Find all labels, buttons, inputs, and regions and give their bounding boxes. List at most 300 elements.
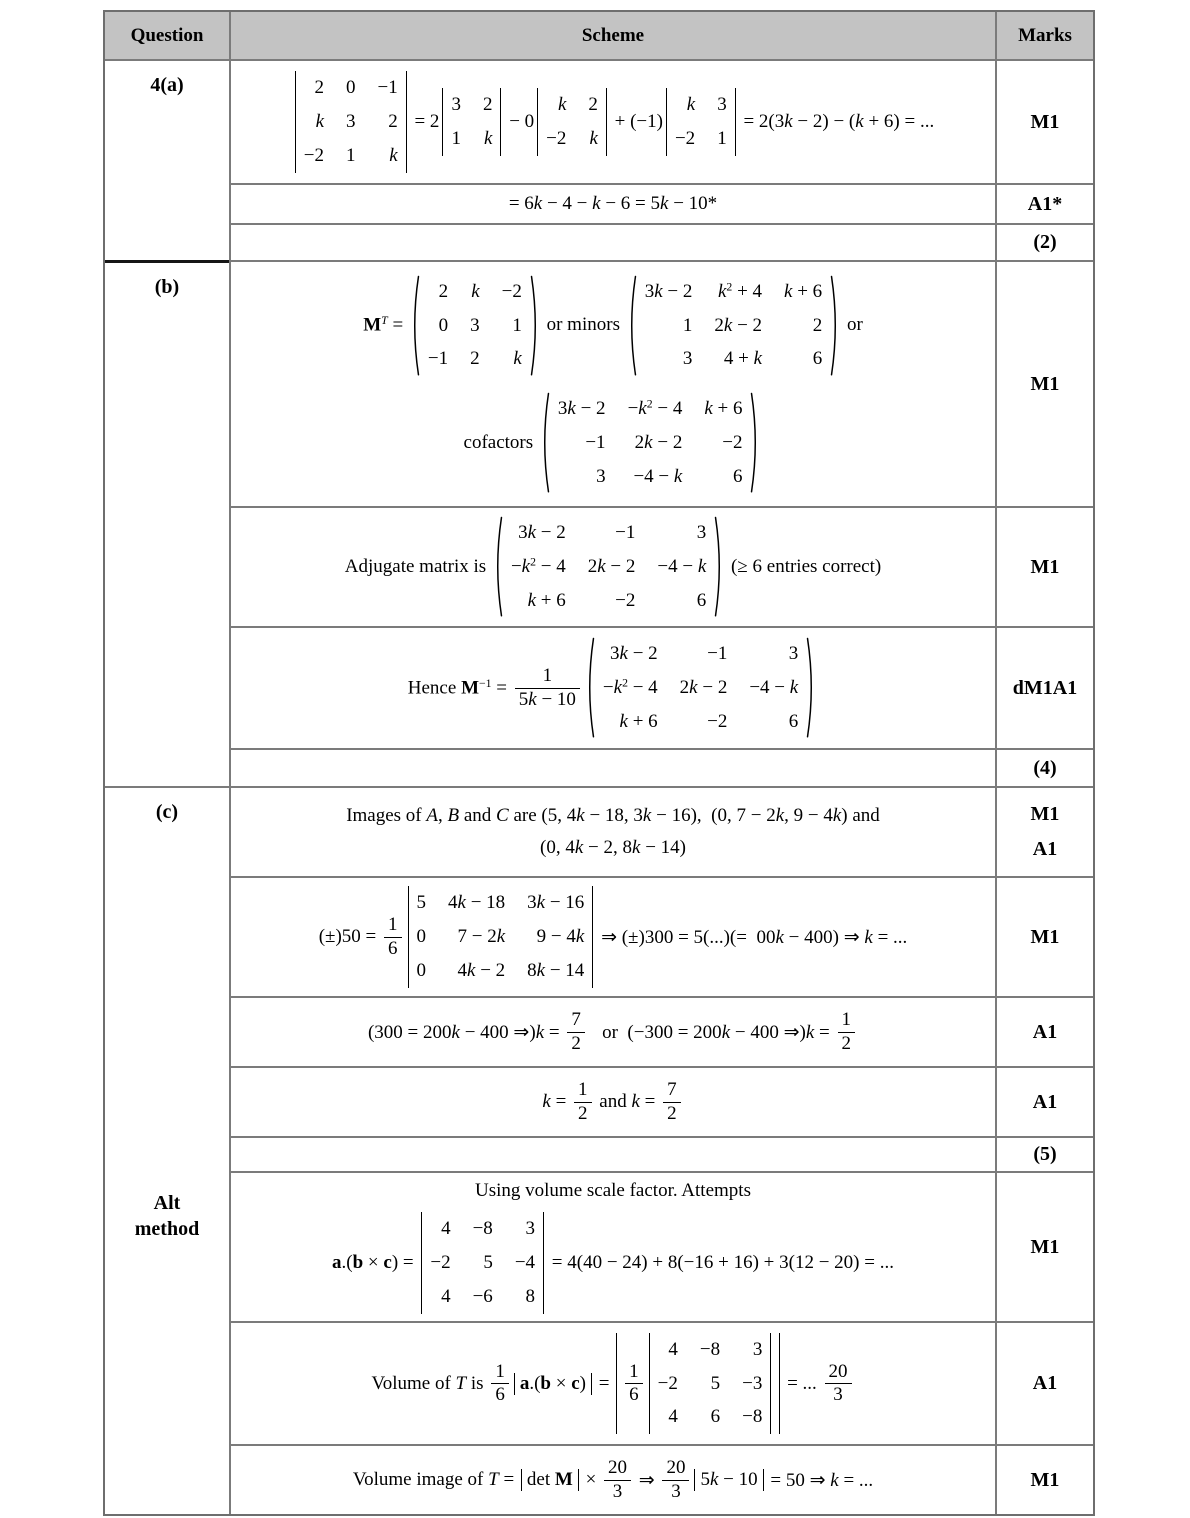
question-cell — [105, 59, 229, 260]
matrix-cell — [511, 555, 566, 579]
text: − 2 — [475, 959, 506, 981]
scheme-cell — [229, 876, 995, 996]
text: 1 — [542, 665, 553, 687]
italic-text: k — [527, 522, 536, 544]
text-run — [594, 1373, 614, 1395]
text: × — [580, 1469, 602, 1490]
text: 6 — [710, 1406, 721, 1428]
italic-text: k — [536, 892, 546, 914]
text: 6 — [696, 589, 707, 611]
matrix-cell — [527, 891, 584, 915]
italic-text: k — [723, 314, 733, 336]
bold-text: b — [540, 1372, 551, 1394]
italic-text: k — [832, 805, 842, 826]
text: 2 — [646, 397, 653, 411]
text: 4 — [441, 1285, 451, 1307]
text: − 10* — [668, 193, 718, 214]
scheme-cell — [229, 996, 995, 1066]
text: + (−1) — [609, 111, 663, 132]
fraction — [491, 1361, 509, 1407]
matrix-cell — [789, 710, 799, 734]
italic-text: k — [471, 280, 480, 302]
math-line — [464, 392, 763, 493]
text: 8 — [527, 959, 537, 981]
matrix-cell — [680, 676, 728, 700]
text-run — [475, 1180, 751, 1202]
paren-left-icon — [541, 392, 550, 493]
text: 1 — [578, 1079, 588, 1101]
mark-label: (5) — [1033, 1143, 1057, 1165]
fraction-denominator — [625, 1384, 643, 1406]
matrix-cell — [458, 959, 506, 983]
math-line — [319, 886, 908, 987]
italic-text: T — [455, 1372, 467, 1394]
italic-text: k — [689, 677, 698, 699]
text-run — [527, 1469, 573, 1491]
math-line — [345, 516, 881, 617]
matrix-cell — [430, 1251, 450, 1275]
math-line — [509, 193, 717, 215]
matrix-body — [667, 88, 735, 156]
text: 6 — [732, 465, 743, 487]
text: = — [593, 1372, 615, 1394]
matrix-cell — [615, 521, 635, 545]
text: 3 — [833, 1384, 843, 1405]
matrix — [541, 392, 760, 493]
bold-text: M — [554, 1469, 573, 1490]
determinant — [442, 88, 501, 156]
text: 2 — [634, 431, 645, 453]
text-run — [726, 556, 881, 578]
matrix-cell — [628, 397, 683, 421]
text-run — [547, 1252, 894, 1274]
bold-text: c — [383, 1252, 392, 1273]
matrix-cell — [515, 1251, 535, 1275]
matrix-cell — [388, 110, 398, 134]
text: 3 — [470, 314, 480, 336]
determinant — [666, 88, 736, 156]
paren-left-icon — [586, 637, 595, 738]
fraction-numerator — [574, 1079, 592, 1102]
fraction-numerator — [838, 1009, 856, 1032]
fraction-denominator — [662, 1481, 689, 1503]
italic-text: k — [528, 688, 537, 710]
det-bar-icon — [406, 71, 407, 172]
matrix-cell — [658, 1372, 678, 1396]
text: − 2 — [697, 677, 728, 699]
marks-cell — [995, 1321, 1093, 1444]
italic-text: k — [654, 280, 663, 302]
italic-text: B — [447, 805, 460, 826]
italic-text: k — [589, 128, 598, 149]
matrix-cell — [417, 925, 427, 949]
matrix-body — [550, 392, 751, 493]
mark-label: A1 — [1032, 1090, 1058, 1113]
matrix-cell — [717, 93, 727, 117]
italic-text: k — [527, 589, 536, 611]
text: ) = — [391, 1252, 419, 1273]
text: 5 — [710, 1372, 721, 1394]
fraction-numerator — [662, 1457, 689, 1480]
paren-right-icon — [714, 516, 723, 617]
text: −4 — [514, 1252, 536, 1274]
matrix-cell — [473, 1285, 493, 1309]
text: + 6 — [627, 710, 658, 732]
marks-cell — [995, 59, 1093, 183]
text: − — [602, 677, 614, 699]
text: 5 — [483, 1252, 493, 1274]
text: −2 — [722, 431, 743, 453]
math-line — [475, 1180, 751, 1202]
abs-value-group — [514, 1373, 592, 1395]
matrix-cell — [687, 93, 695, 117]
matrix-cell — [471, 280, 479, 304]
question-label: (b) — [154, 276, 180, 298]
math-line — [346, 805, 880, 827]
abs-value-content — [695, 1469, 762, 1491]
matrix-cell — [451, 127, 461, 151]
matrix-cell — [657, 555, 706, 579]
mark-label: M1 — [1030, 803, 1060, 825]
det-bar-icon — [770, 1333, 771, 1434]
text-run — [581, 1469, 601, 1491]
scheme-cell — [229, 1066, 995, 1136]
text: 4 — [448, 892, 458, 914]
text: − 2) − ( — [792, 111, 856, 132]
text: or (−300 = 200 — [587, 1021, 722, 1043]
italic-text: k — [644, 431, 653, 453]
math-line — [540, 837, 686, 859]
fraction — [662, 1457, 689, 1503]
text: − 400 ⇒) — [730, 1021, 806, 1043]
text: = — [498, 1469, 519, 1490]
italic-text: k — [536, 959, 546, 981]
text: Volume image of — [352, 1469, 489, 1490]
text: cofactors — [463, 431, 538, 453]
italic-text: k — [864, 926, 873, 948]
text: 9 − 4 — [536, 926, 576, 948]
text: 2 — [438, 280, 449, 302]
italic-text: k — [686, 94, 696, 116]
paren-right-icon — [750, 392, 759, 493]
italic-text: k — [631, 1091, 640, 1112]
math-line — [363, 275, 863, 376]
text: 4 + — [723, 348, 754, 370]
matrix-cell — [603, 676, 658, 700]
italic-text: k — [805, 1021, 815, 1043]
fraction — [625, 1361, 643, 1407]
text: −2 — [303, 144, 324, 166]
matrix-cell — [635, 431, 683, 455]
math-line — [368, 1009, 858, 1055]
matrix-cell — [526, 1217, 536, 1241]
question-label: (c) — [155, 801, 179, 823]
italic-text: k — [660, 193, 669, 214]
text: 6 — [788, 710, 799, 732]
text: or minors — [541, 314, 625, 336]
text: −1 — [615, 522, 636, 544]
italic-text: k — [775, 926, 784, 948]
text-run — [363, 314, 408, 336]
text: = 2 — [409, 111, 440, 132]
text: −2 — [657, 1372, 678, 1394]
text: = 2(3 — [738, 111, 785, 132]
text: = — [387, 314, 408, 336]
mark-label: A1 — [1032, 1020, 1058, 1043]
matrix-cell — [668, 1338, 678, 1362]
text: .( — [341, 1252, 353, 1273]
text: − 4 — [652, 398, 683, 419]
text: 2 — [841, 1032, 851, 1054]
fraction-numerator — [625, 1361, 643, 1384]
matrix-cell — [558, 93, 566, 117]
text-run — [766, 1469, 874, 1492]
text: −4 − — [633, 465, 674, 487]
italic-text: k — [521, 556, 531, 578]
matrix-cell — [589, 127, 597, 151]
italic-text: k — [784, 280, 793, 302]
italic-text: k — [597, 556, 606, 578]
marks-cell — [995, 1136, 1093, 1171]
matrix-cell — [596, 465, 606, 489]
text: 6 — [629, 1384, 639, 1405]
text-run — [504, 111, 534, 133]
matrix-cell — [518, 521, 566, 545]
fraction — [838, 1009, 856, 1055]
matrix-cell — [451, 93, 461, 117]
text-run — [634, 1469, 659, 1492]
math-line — [292, 71, 934, 172]
matrix-cell — [615, 589, 635, 613]
text: − 18, 3 — [584, 805, 643, 826]
matrix-cell — [724, 347, 762, 371]
abs-value-content — [522, 1469, 578, 1491]
matrix-cell — [528, 589, 566, 613]
abs-bar-icon — [591, 1373, 592, 1395]
marks-cell — [995, 1444, 1093, 1514]
italic-text: k — [642, 805, 652, 826]
scheme-cell — [229, 748, 995, 786]
text: 2 — [314, 77, 324, 99]
text: 3 — [644, 280, 655, 302]
text-run — [319, 926, 381, 948]
matrix-cell — [346, 144, 356, 168]
matrix — [494, 516, 723, 617]
abs-value-content — [515, 1373, 591, 1395]
bold-text: a — [519, 1372, 530, 1394]
italic-text: k — [789, 677, 799, 699]
matrix-cell — [813, 314, 823, 338]
matrix-cell — [683, 347, 693, 371]
text: 3 — [696, 522, 707, 544]
matrix-cell — [700, 1338, 720, 1362]
italic-text: k — [592, 193, 601, 214]
mark-label: A1* — [1027, 192, 1063, 215]
fraction — [384, 914, 402, 960]
italic-text: k — [619, 710, 628, 732]
matrix-cell — [813, 347, 823, 371]
italic-text: k — [775, 805, 785, 826]
matrix-cell — [633, 465, 682, 489]
text: − 2, 8 — [583, 837, 632, 858]
text: 3 — [610, 643, 620, 665]
mark-label: (2) — [1033, 231, 1057, 253]
text: − 2 — [732, 314, 763, 336]
italic-text: k — [784, 111, 793, 132]
fraction-numerator — [515, 665, 580, 688]
bold-text: a — [332, 1252, 342, 1273]
text: −2 — [501, 280, 522, 302]
text: 1 — [717, 128, 727, 149]
abs-value-group — [694, 1469, 763, 1491]
header-cell-question: Question — [105, 12, 229, 59]
mark-scheme-table — [103, 10, 1095, 1516]
text: 3 — [527, 892, 537, 914]
text: −2 — [615, 589, 636, 611]
text: 20 — [828, 1360, 848, 1382]
text: × — [363, 1252, 384, 1273]
text: 3 — [612, 1480, 623, 1502]
matrix-cell — [558, 397, 606, 421]
matrix-body — [409, 886, 593, 987]
italic-text: k — [513, 348, 522, 370]
text: 2 — [812, 314, 823, 336]
mark-label: (4) — [1033, 756, 1057, 779]
matrix-cell — [304, 144, 324, 168]
text: 8 — [525, 1285, 536, 1307]
text: 2 — [530, 555, 536, 569]
text: 4 — [668, 1338, 678, 1360]
text: Using volume scale factor. Attempts — [475, 1180, 751, 1202]
paren-right-icon — [806, 637, 815, 738]
text: −4 − — [749, 677, 790, 699]
italic-text: k — [574, 837, 584, 858]
matrix-cell — [784, 280, 822, 304]
question-cell — [105, 786, 229, 1514]
text: 1 — [682, 314, 693, 336]
det-bar-icon — [606, 88, 607, 156]
scheme-cell — [229, 1444, 995, 1514]
italic-text: T — [381, 314, 388, 328]
marks-cell — [995, 1171, 1093, 1321]
text: + 4 — [732, 280, 763, 302]
text: −4 − — [657, 556, 698, 578]
text: (±)50 = — [318, 926, 381, 947]
det-bar-icon — [735, 88, 736, 156]
text: 5 — [416, 892, 426, 914]
text: 3 — [596, 465, 606, 487]
text: − 2 — [652, 431, 683, 453]
text: −1 — [707, 643, 728, 665]
italic-text: k — [315, 111, 324, 133]
fraction-numerator — [663, 1079, 681, 1102]
text: 6 — [812, 348, 823, 370]
fraction — [604, 1457, 631, 1503]
text: = 50 ⇒ — [765, 1469, 831, 1491]
matrix-cell — [346, 76, 356, 100]
text: + 6 — [792, 280, 823, 302]
fraction — [825, 1361, 852, 1407]
matrix-cell — [537, 925, 585, 949]
det-bar-icon — [543, 1212, 544, 1313]
text: −8 — [742, 1406, 763, 1428]
matrix-cell — [417, 891, 427, 915]
text: − 4 — [536, 556, 566, 578]
text: 3 — [752, 1338, 763, 1360]
matrix-cell — [484, 127, 492, 151]
text: 4 — [441, 1218, 451, 1240]
text: 20 — [666, 1457, 686, 1479]
italic-text: k — [753, 348, 763, 370]
text-run — [782, 1373, 821, 1395]
math-line — [353, 1457, 873, 1503]
text: + 6) = ... — [863, 111, 935, 132]
italic-text: k — [709, 1469, 719, 1490]
text: + 6 — [712, 398, 743, 419]
text-run — [345, 556, 491, 578]
math-line — [542, 1079, 683, 1125]
fraction-numerator — [384, 914, 402, 937]
text-run — [520, 1373, 586, 1395]
matrix-cell — [378, 76, 398, 100]
paren-right-icon — [830, 275, 839, 376]
paren-left-icon — [628, 275, 637, 376]
matrix-body — [443, 88, 500, 156]
matrix-cell — [711, 1372, 721, 1396]
matrix — [411, 275, 539, 376]
text: −8 — [472, 1218, 493, 1240]
matrix-cell — [441, 1217, 451, 1241]
matrix-cell — [483, 93, 493, 117]
italic-text: k — [697, 556, 707, 578]
matrix-cell — [458, 925, 506, 949]
text: 2 — [622, 676, 628, 690]
abs-bar-icon — [763, 1469, 764, 1491]
abs-value-group — [616, 1333, 780, 1434]
text: 3 — [682, 348, 693, 370]
matrix-body — [538, 88, 606, 156]
fraction-denominator — [838, 1033, 856, 1055]
text: , — [438, 805, 448, 826]
text: 3 — [346, 111, 356, 133]
matrix-cell — [753, 1338, 763, 1362]
text: − 2 — [575, 398, 606, 419]
text: + 6 — [536, 589, 566, 611]
fraction-denominator — [384, 938, 402, 960]
paren-right-icon — [530, 275, 539, 376]
text: − 2 — [605, 556, 636, 578]
mark-label: dM1A1 — [1012, 676, 1078, 699]
fraction-numerator — [825, 1361, 852, 1384]
matrix-cell — [512, 314, 522, 338]
text: = — [544, 1021, 565, 1043]
superscript — [479, 677, 492, 690]
text: − 10 — [718, 1469, 758, 1490]
text: − 0 — [504, 111, 535, 132]
marks-cell — [995, 996, 1093, 1066]
italic-text: k — [673, 465, 683, 487]
text: −1 — [377, 77, 398, 99]
matrix-cell — [588, 555, 636, 579]
matrix-cell — [697, 521, 707, 545]
text-run — [509, 193, 717, 215]
text-run — [346, 805, 880, 827]
matrix-cell — [704, 397, 742, 421]
text: 5 — [518, 688, 529, 710]
text-run — [588, 1021, 835, 1044]
mark-label: M1 — [1030, 925, 1060, 948]
matrix-cell — [714, 314, 762, 338]
